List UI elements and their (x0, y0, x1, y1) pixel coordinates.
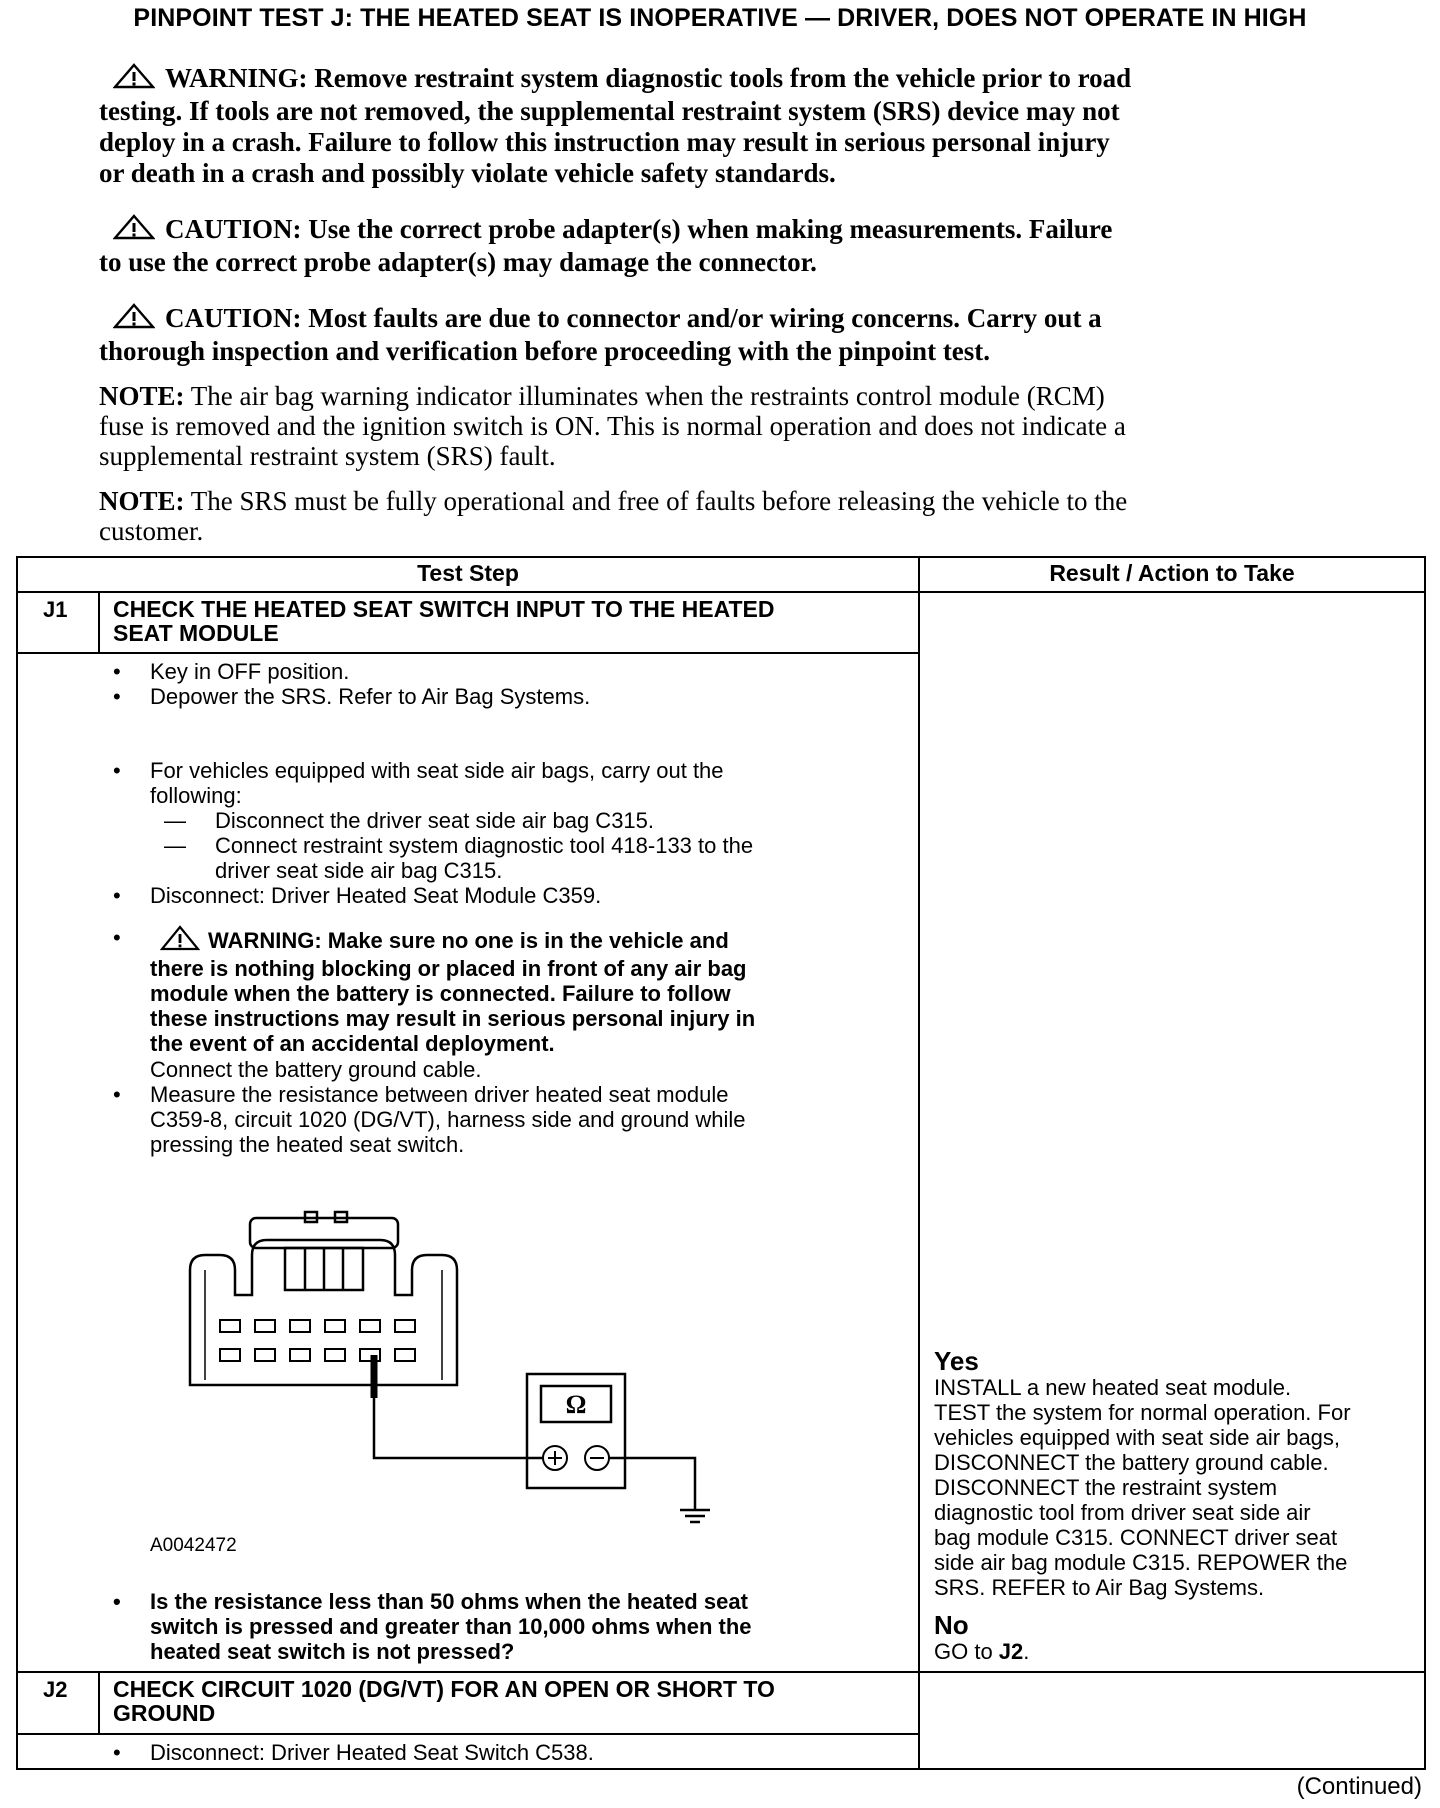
caution-line: thorough inspection and verification before proceeding with the pinpoint test. (99, 336, 991, 366)
goto-j2-link[interactable]: J2 (998, 1639, 1024, 1664)
sub-list-item: — Disconnect the driver seat side air bag C315. (164, 808, 655, 833)
result-no (934, 1611, 1428, 1664)
no-text-end: . (1023, 1639, 1030, 1664)
caution-line: CAUTION: Most faults are due to connector and/or wiring concerns. Carry out a (165, 303, 1102, 333)
yes-line: DISCONNECT the battery ground cable. (934, 1450, 1329, 1475)
table-border (16, 556, 1426, 558)
table-border (98, 1671, 100, 1735)
list-item-text: Disconnect: Driver Heated Seat Module C359. (150, 883, 602, 908)
caution-notice (99, 303, 1339, 367)
warning-line: testing. If tools are not removed, the supplemental restraint system (SRS) device may not (99, 96, 1120, 126)
question-line: Is the resistance less than 50 ohms when the heated seat (150, 1589, 748, 1614)
note-block (99, 486, 1339, 546)
table-border (16, 1671, 1426, 1673)
step-id: J1 (43, 597, 68, 622)
ground-wire (609, 1458, 695, 1510)
note-line: customer. (99, 516, 204, 546)
warning-triangle-icon (160, 925, 200, 956)
list-item-text: Key in OFF position. (150, 659, 350, 684)
caution-line: CAUTION: Use the correct probe adapter(s) when making measurements. Failure (165, 214, 1113, 244)
yes-line: bag module C315. CONNECT driver seat (934, 1525, 1338, 1550)
step-id: J2 (43, 1677, 68, 1702)
yes-line: diagnostic tool from driver seat side air (934, 1500, 1311, 1525)
table-border (16, 556, 18, 1770)
note-line: The SRS must be fully operational and free of faults before releasing the vehicle to the (184, 486, 1128, 516)
question-line: switch is pressed and greater than 10,000 ohms when the (150, 1614, 752, 1639)
page-title: PINPOINT TEST J: THE HEATED SEAT IS INOPERATIVE — DRIVER, DOES NOT OPERATE IN HIGH (133, 4, 1307, 32)
table-border (98, 591, 100, 654)
warning-line: there is nothing blocking or placed in front of any air bag (150, 956, 747, 981)
list-item: • For vehicles equipped with seat side air bags, carry out the following: (113, 758, 724, 808)
note-block (99, 381, 1339, 471)
list-item-text: pressing the heated seat switch. (150, 1132, 465, 1157)
warning-triangle-icon (113, 214, 155, 247)
list-item-text: following: (150, 783, 242, 808)
note-label: NOTE: (99, 381, 185, 411)
list-item: • Key in OFF position. (113, 659, 350, 684)
caution-notice (99, 214, 1339, 278)
test-question: • Is the resistance less than 50 ohms when the heated seat switch is pressed and greater than 10,000 ohms when the heated seat switch is not pressed? (113, 1589, 752, 1664)
list-item-text: For vehicles equipped with seat side air bags, carry out the (150, 758, 724, 783)
warning-line: the event of an accidental deployment. (150, 1031, 555, 1056)
connector-latch (250, 1218, 398, 1248)
yes-line: vehicles equipped with seat side air bags, (934, 1425, 1341, 1450)
table-border (16, 1768, 1426, 1770)
list-item-continuation (113, 1057, 903, 1082)
table-border (16, 1733, 920, 1735)
note-line: The air bag warning indicator illuminates when the restraints control module (RCM) (184, 381, 1105, 411)
yes-label: Yes (934, 1346, 979, 1376)
warning-line: or death in a crash and possibly violate vehicle safety standards. (99, 158, 836, 188)
warning-line: module when the battery is connected. Failure to follow (150, 981, 731, 1006)
step-title (113, 1677, 913, 1725)
warning-line: these instructions may result in serious personal injury in (150, 1006, 756, 1031)
continued-label: (Continued) (1296, 1773, 1422, 1800)
step-title (113, 597, 913, 645)
list-item-text: Disconnect: Driver Heated Seat Switch C538. (150, 1740, 594, 1765)
sub-list-item-text: Connect restraint system diagnostic tool 418-133 to the (215, 833, 754, 858)
sub-list-item-text: driver seat side air bag C315. (215, 858, 503, 883)
no-text: GO to (934, 1639, 999, 1664)
yes-line: SRS. REFER to Air Bag Systems. (934, 1575, 1265, 1600)
step-title-line: SEAT MODULE (113, 620, 279, 646)
list-item-warning: • WARNING: Make sure no one is in the vehicle and there is nothing blocking or placed in front of any air bag module when the battery is connected. Failure to follow these instructions may result in serious personal injury in the event of an accidental deployment. (113, 925, 756, 1056)
warning-triangle-icon (113, 63, 155, 96)
yes-line: INSTALL a new heated seat module. (934, 1375, 1292, 1400)
header-result-action: Result / Action to Take (1049, 560, 1295, 586)
sub-list-item: — Connect restraint system diagnostic tool 418-133 to the driver seat side air bag C315. (164, 833, 754, 883)
list-item-text: Measure the resistance between driver heated seat module (150, 1082, 729, 1107)
caution-line: to use the correct probe adapter(s) may damage the connector. (99, 247, 817, 277)
note-line: fuse is removed and the ignition switch is ON. This is normal operation and does not indicate a (99, 411, 1126, 441)
connector-pins (220, 1320, 415, 1361)
list-item: • Disconnect: Driver Heated Seat Module C359. (113, 883, 602, 908)
list-item: • Depower the SRS. Refer to Air Bag Systems. (113, 684, 591, 709)
list-item-text: Depower the SRS. Refer to Air Bag Systems. (150, 684, 591, 709)
header-test-step: Test Step (417, 560, 519, 586)
list-item: • Measure the resistance between driver heated seat module C359-8, circuit 1020 (DG/VT), harness side and ground while pressing the heated seat switch. (113, 1082, 746, 1157)
warning-triangle-icon (113, 303, 155, 336)
list-item: • Disconnect: Driver Heated Seat Switch C538. (113, 1740, 594, 1765)
table-border (16, 591, 1426, 593)
warning-notice (99, 63, 1339, 189)
yes-line: side air bag module C315. REPOWER the (934, 1550, 1348, 1575)
result-yes (934, 1347, 1428, 1600)
ohm-symbol: Ω (565, 1390, 587, 1419)
connector-diagram (150, 1200, 750, 1550)
step-title-line: CHECK CIRCUIT 1020 (DG/VT) FOR AN OPEN OR SHORT TO (113, 1676, 775, 1702)
list-item-text: Connect the battery ground cable. (150, 1057, 482, 1082)
warning-line: WARNING: Make sure no one is in the vehicle and (208, 928, 729, 953)
step-title-line: GROUND (113, 1700, 216, 1726)
table-border (16, 652, 920, 654)
figure-id: A0042472 (150, 1535, 237, 1556)
warning-line: deploy in a crash. Failure to follow this instruction may result in serious personal injury (99, 127, 1110, 157)
yes-line: DISCONNECT the restraint system (934, 1475, 1278, 1500)
list-item-text: C359-8, circuit 1020 (DG/VT), harness side and ground while (150, 1107, 746, 1132)
warning-line: WARNING: Remove restraint system diagnostic tools from the vehicle prior to road (165, 63, 1132, 93)
question-line: heated seat switch is not pressed? (150, 1639, 515, 1664)
note-line: supplemental restraint system (SRS) fault. (99, 441, 556, 471)
table-border (918, 556, 920, 1770)
probe-wire (374, 1398, 543, 1458)
sub-list-item-text: Disconnect the driver seat side air bag C315. (215, 808, 655, 833)
yes-line: TEST the system for normal operation. For (934, 1400, 1351, 1425)
note-label: NOTE: (99, 486, 185, 516)
no-label: No (934, 1610, 969, 1640)
step-title-line: CHECK THE HEATED SEAT SWITCH INPUT TO THE HEATED (113, 596, 775, 622)
